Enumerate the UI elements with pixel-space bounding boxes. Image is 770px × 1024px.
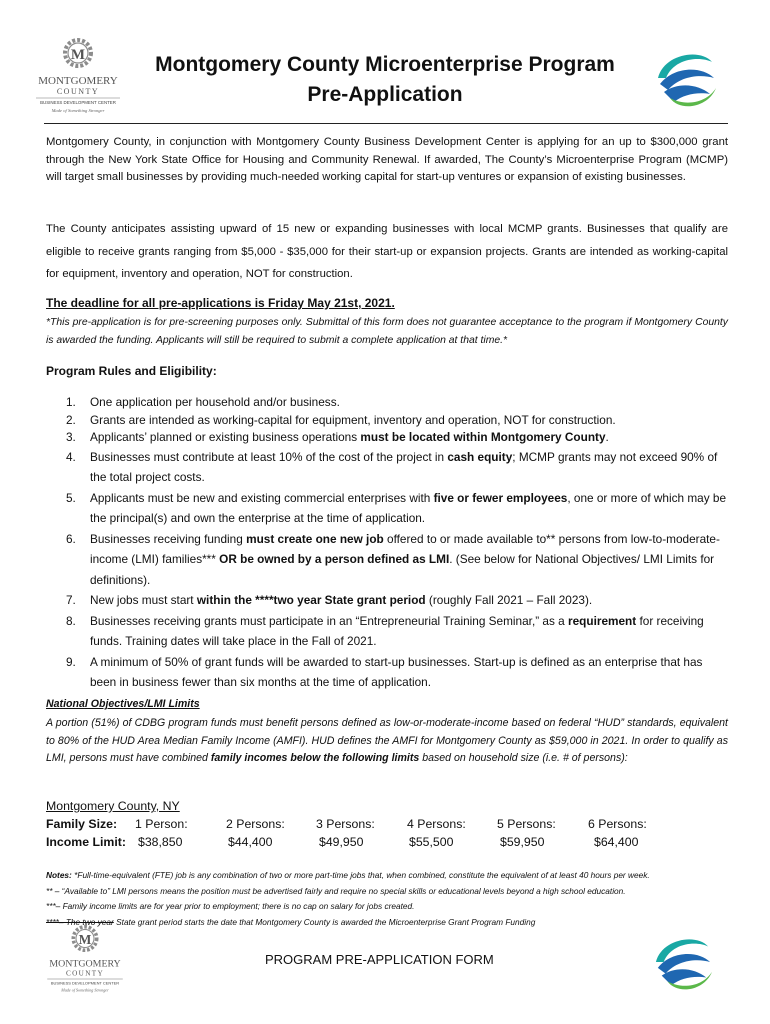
header-divider xyxy=(44,123,728,124)
rule-item xyxy=(46,652,728,693)
rule-number: 2. xyxy=(66,412,76,427)
national-objectives-body xyxy=(46,715,728,768)
income-limit-cell: $59,950 xyxy=(500,835,545,849)
rule-emphasis: cash equity xyxy=(447,449,513,464)
logo-name-line2: COUNTY xyxy=(65,969,105,978)
rule-text: A minimum of 50% of grant funds will be awarded to start-up businesses. Start-up is defined as an enterprise that has been in business fewer than six months at the time of application. xyxy=(90,654,703,689)
national-objectives-heading: National Objectives/LMI Limits xyxy=(46,698,200,710)
rule-text: Businesses receiving funding xyxy=(90,531,247,546)
national-text: A portion (51%) of CDBG program funds must benefit persons defined as low-or-moderate-income based on federal “HUD” standards, equivalent to 80% of the HUD Area Median Family Income (AMFI). HUD defines the AMFI for Montgomery County as $59,000 in 2021. In order to qualify as LMI, persons must have combined xyxy=(46,717,728,764)
rule-emphasis: must create one new job xyxy=(246,531,384,546)
title-line-1: Montgomery County Microenterprise Program xyxy=(155,53,615,76)
rule-text: . (See below for National Objectives/ LMI Limits for definitions). xyxy=(90,552,715,587)
footnote-2: ** – “Available to” LMI persons means the position must be advertised fairly and require no special skills or educational levels beyond a high school education. xyxy=(46,885,626,896)
rule-emphasis: must be located within Montgomery County xyxy=(360,430,606,444)
logo-tagline: BUSINESS DEVELOPMENT CENTER xyxy=(50,980,120,986)
rule-item xyxy=(46,429,728,447)
footnote-text: State grant period starts the date that Montgomery County is awarded the Microenterprise Grant Program Funding xyxy=(113,916,536,927)
income-limit-cell: $64,400 xyxy=(594,835,639,849)
rule-text: Applicants must be new and existing commercial enterprises with xyxy=(90,490,434,505)
rule-item xyxy=(46,447,728,488)
income-limit-cell: $55,500 xyxy=(409,835,454,849)
rule-item xyxy=(46,488,728,529)
rule-text: Grants are intended as working-capital for equipment, inventory and operation, NOT for construction. xyxy=(90,412,616,427)
logo-monogram: M xyxy=(78,931,92,947)
logo-name-line1: MONTGOMERY xyxy=(49,958,121,970)
deadline-notice: The deadline for all pre-applications is Friday May 21st, 2021. xyxy=(46,296,395,310)
logo-motto: Made of Something Stronger xyxy=(51,108,105,113)
rule-text: One application per household and/or business. xyxy=(90,395,340,409)
rule-emphasis: five or fewer employees xyxy=(433,490,568,505)
notes-label: Notes: xyxy=(46,870,72,880)
family-size-cell: 4 Persons: xyxy=(407,817,466,831)
footnotes xyxy=(46,868,736,930)
income-limit-cell: $38,850 xyxy=(138,835,183,849)
nys-hcr-swoosh-logo-footer xyxy=(648,933,718,993)
rule-text: offered to or made available to** persons from low-to-moderate-income (LMI) families*** xyxy=(90,531,720,566)
national-emphasis: family incomes below the following limits xyxy=(210,752,420,764)
rule-item xyxy=(46,412,728,430)
rule-emphasis: within the ****two year State grant period xyxy=(196,593,426,607)
rule-number: 9. xyxy=(66,654,76,669)
logo-motto: Made of Something Stronger xyxy=(61,987,109,993)
footnote-strikethrough: ****– The two year xyxy=(46,916,114,927)
prescreen-note: *This pre-application is for pre-screening purposes only. Submittal of this form does not guarantee acceptance to the program if Montgomery County is awarded the funding. Applicants will still be required to submit a complete application at that time.* xyxy=(46,317,728,346)
intro-paragraph-2: The County anticipates assisting upward of 15 new or expanding businesses with local MCMP grants. Businesses that qualify are eligible to receive grants ranging from $5,000 - $35,000 for their start-up or expansion projects. Grants are intended as working-capital for equipment, inventory and operation, NOT for construction. xyxy=(46,223,728,280)
logo-monogram: M xyxy=(70,47,86,63)
rule-text: . xyxy=(605,430,609,444)
rule-number: 5. xyxy=(66,490,76,505)
rule-text: (roughly Fall 2021 – Fall 2023). xyxy=(425,593,593,607)
footnote-text: *Full-time-equivalent (FTE) job is any combination of two or more part-time jobs that, when combined, constitute the equivalent of at least 40 hours per week. xyxy=(74,870,650,880)
rule-number: 6. xyxy=(66,531,76,546)
rule-item xyxy=(46,590,728,611)
rule-number: 3. xyxy=(66,430,76,444)
rule-emphasis: requirement xyxy=(568,613,637,628)
rule-item xyxy=(46,611,728,652)
montgomery-county-logo xyxy=(28,38,128,118)
family-size-cell: 2 Persons: xyxy=(226,817,285,831)
title-line-2: Pre-Application xyxy=(307,83,463,106)
income-limit-label: Income Limit: xyxy=(46,835,126,849)
rules-heading: Program Rules and Eligibility: xyxy=(46,364,217,378)
rule-text: Businesses must contribute at least 10% of the cost of the project in xyxy=(90,449,448,464)
rule-number: 7. xyxy=(66,593,76,607)
national-text: based on household size (i.e. # of persons): xyxy=(419,752,628,764)
rule-number: 8. xyxy=(66,613,76,628)
rule-item xyxy=(46,394,728,412)
rule-emphasis: OR be owned by a person defined as LMI xyxy=(219,552,450,566)
income-limit-cell: $44,400 xyxy=(228,835,273,849)
intro-paragraph-1: Montgomery County, in conjunction with Montgomery County Business Development Center is applying for an up to $300,000 grant through the New York State Office for Housing and Community Renewal. If awarded, The County’s Microenterprise Program (MCMP) will target small businesses by providing much-needed working capital for start-up ventures or expansion of existing businesses. xyxy=(46,136,728,183)
rule-text: New jobs must start xyxy=(90,593,197,607)
family-size-cell: 6 Persons: xyxy=(588,817,647,831)
family-size-cell: 3 Persons: xyxy=(316,817,375,831)
rules-list xyxy=(46,394,728,693)
footnote-3: ***– Family income limits are for year prior to employment; there is no cap on salary for jobs created. xyxy=(46,901,415,911)
rule-number: 4. xyxy=(66,449,76,464)
rule-text: Applicants’ planned or existing business operations xyxy=(90,430,361,444)
logo-name-line1: MONTGOMERY xyxy=(38,75,118,87)
rule-text: Businesses receiving grants must participate in an “Entrepreneurial Training Seminar,” as a xyxy=(90,613,569,628)
rule-text: ; MCMP grants may not exceed 90% of the total project costs. xyxy=(90,449,718,484)
footnote-1 xyxy=(46,868,736,884)
form-title: PROGRAM PRE-APPLICATION FORM xyxy=(265,952,494,967)
rule-text: for receiving funds. Training dates will take place in the Fall of 2021. xyxy=(90,613,704,648)
family-size-label: Family Size: xyxy=(46,817,118,831)
family-size-cell: 5 Persons: xyxy=(497,817,556,831)
rule-text: , one or more of which may be the principal(s) and own the enterprise at the time of application. xyxy=(90,490,727,525)
logo-tagline: BUSINESS DEVELOPMENT CENTER xyxy=(40,100,116,105)
montgomery-county-logo-footer xyxy=(40,922,130,1000)
income-limit-cell: $49,950 xyxy=(319,835,364,849)
nys-hcr-swoosh-logo xyxy=(650,48,722,110)
family-size-cell: 1 Person: xyxy=(135,817,188,831)
footnote-4 xyxy=(46,915,736,931)
page-title xyxy=(120,50,650,110)
logo-name-line2: COUNTY xyxy=(56,87,100,96)
rule-number: 1. xyxy=(66,395,76,409)
county-label: Montgomery County, NY xyxy=(46,799,180,813)
rule-item xyxy=(46,529,728,591)
